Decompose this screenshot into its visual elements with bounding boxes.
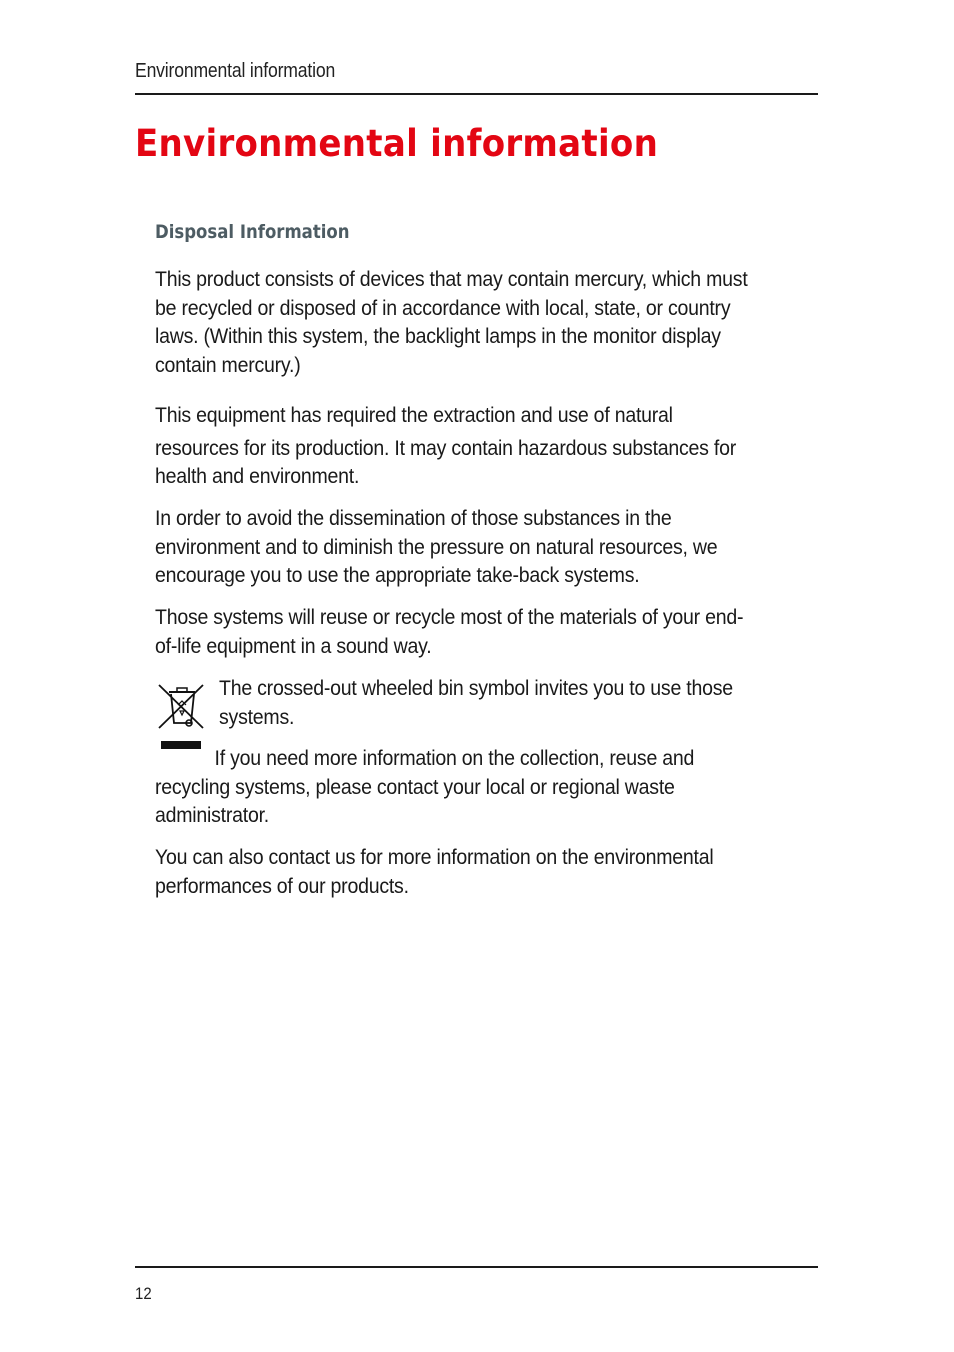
text-line: of-life equipment in a sound way. xyxy=(155,634,432,658)
text-line: systems. xyxy=(219,705,295,729)
text-line: You can also contact us for more information on the environmental xyxy=(155,846,714,869)
crossed-out-wheeled-bin-icon xyxy=(155,683,207,753)
page-number: 12 xyxy=(135,1284,152,1303)
header-rule xyxy=(135,93,818,95)
paragraph-resources xyxy=(155,402,780,492)
paragraph-mercury xyxy=(155,266,792,380)
footer-rule xyxy=(135,1266,818,1268)
text-line: If you need more information on the collection, reuse and xyxy=(214,747,695,770)
running-header: Environmental information xyxy=(135,60,336,82)
text-line: health and environment. xyxy=(155,465,360,488)
text-line: laws. (Within this system, the backlight lamps in the monitor display xyxy=(155,325,721,348)
section-heading: Disposal Information xyxy=(155,221,350,243)
text-line: This equipment has required the extraction and use of natural xyxy=(155,404,673,427)
text-line: recycling systems, please contact your local or regional waste xyxy=(155,775,675,799)
text-line: The crossed-out wheeled bin symbol invites you to use those xyxy=(219,677,733,700)
text-line: contain mercury.) xyxy=(155,353,301,377)
paragraph-take-back xyxy=(155,604,788,661)
paragraph-bin-symbol xyxy=(219,675,772,732)
text-line: performances of our products. xyxy=(155,874,409,898)
text-line: administrator. xyxy=(155,804,269,827)
paragraph-dissemination xyxy=(155,505,760,591)
text-line: be recycled or disposed of in accordance with local, state, or country xyxy=(155,296,731,320)
text-line: environment and to diminish the pressure on natural resources, we xyxy=(155,535,718,559)
text-line: resources for its production. It may contain hazardous substances for xyxy=(155,436,737,460)
text-line: In order to avoid the dissemination of those substances in the xyxy=(155,507,672,530)
paragraph-contact xyxy=(155,844,756,901)
page-title: Environmental information xyxy=(135,122,659,165)
paragraph-more-information xyxy=(155,745,735,831)
text-line: This product consists of devices that may contain mercury, which must xyxy=(155,268,748,291)
text-line: encourage you to use the appropriate take-back systems. xyxy=(155,564,640,587)
text-line: Those systems will reuse or recycle most of the materials of your end- xyxy=(155,606,744,629)
